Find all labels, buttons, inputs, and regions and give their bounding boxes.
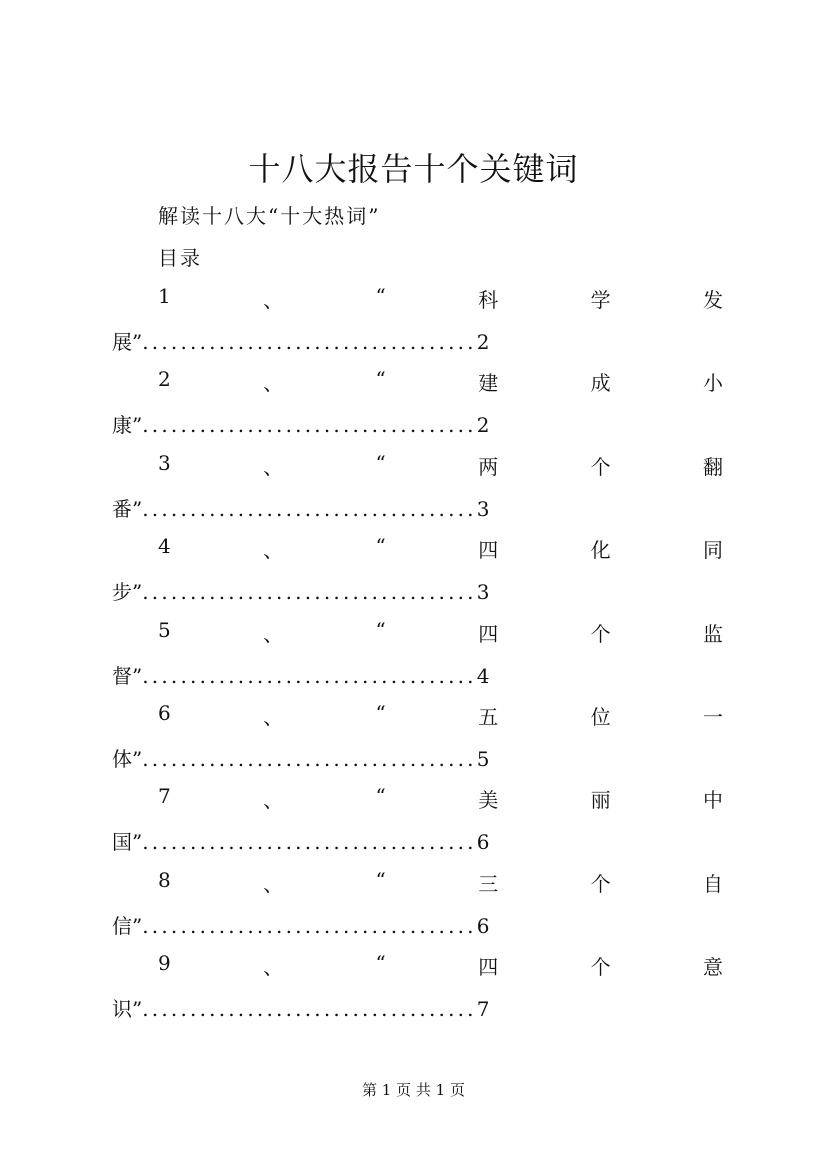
toc-entry-tail: 识” xyxy=(112,997,143,1022)
toc-entry-char: 位 xyxy=(590,705,611,729)
toc-leader-dots: ................................... xyxy=(142,830,477,855)
toc-entry-char: 成 xyxy=(590,371,611,396)
toc-entry-line2 xyxy=(112,660,489,689)
toc-entry-char: 、 xyxy=(263,371,284,396)
toc-entry-char: 1 xyxy=(158,284,171,308)
toc-entry-char: 中 xyxy=(703,788,723,813)
toc-leader-dots: ................................... xyxy=(142,330,477,354)
toc-entry-char: 6 xyxy=(158,701,171,725)
toc-entry-char: 丽 xyxy=(590,788,611,813)
toc-leader-dots: ................................... xyxy=(142,413,477,438)
page-title: 十八大报告十个关键词 xyxy=(248,150,579,188)
toc-entry-line1 xyxy=(158,701,723,730)
toc-entry-char: 个 xyxy=(590,871,611,896)
toc-entry-char: 、 xyxy=(263,621,284,646)
toc-entry-char: 4 xyxy=(158,534,171,559)
toc-entry-line1 xyxy=(158,367,723,396)
toc-entry-tail: 国” xyxy=(112,830,143,855)
toc-entry-char: “ xyxy=(375,784,386,809)
toc-entry-char: 9 xyxy=(158,951,171,976)
toc-entry-char: 3 xyxy=(158,450,171,475)
toc-entry-char: “ xyxy=(375,367,386,392)
toc-entry-tail: 信” xyxy=(112,913,143,938)
toc-entry-char: 个 xyxy=(590,621,611,646)
toc-entry-char: 三 xyxy=(478,871,499,896)
toc-leader-dots: ................................... xyxy=(142,580,477,605)
toc-entry-tail: 康” xyxy=(112,413,143,438)
toc-entry-char: 科 xyxy=(478,288,499,312)
toc-entry-char: 个 xyxy=(590,955,611,980)
toc-page-number: 3 xyxy=(476,580,490,605)
toc-entry-char: 同 xyxy=(703,538,723,563)
toc-entry-char: 5 xyxy=(158,617,171,642)
toc-entry-char: 8 xyxy=(158,867,171,892)
toc-entry-char: “ xyxy=(375,701,386,725)
toc-entry-char: 自 xyxy=(703,871,723,896)
toc-entry-line2 xyxy=(112,493,489,522)
toc-entry-line1 xyxy=(158,868,723,897)
toc-entry-char: 、 xyxy=(263,705,284,729)
toc-entry-char: “ xyxy=(375,284,386,308)
toc-entry-line1 xyxy=(158,534,723,563)
toc-entry-char: 2 xyxy=(158,367,171,392)
toc-entry-char: “ xyxy=(375,450,386,475)
toc-page-number: 7 xyxy=(476,997,490,1022)
toc-leader-dots: ................................... xyxy=(142,997,477,1022)
toc-entry-char: 小 xyxy=(703,371,723,396)
toc-page-number: 4 xyxy=(476,663,490,688)
toc-entry-line1 xyxy=(158,451,723,480)
toc-entry-char: 建 xyxy=(478,371,499,396)
toc-entry-char: 五 xyxy=(478,705,499,729)
toc-entry-line1 xyxy=(158,618,723,647)
toc-entry-line2 xyxy=(112,826,489,855)
toc-entry-tail: 番” xyxy=(112,496,143,521)
toc-entry-line2 xyxy=(112,409,489,438)
toc-entry-line2 xyxy=(112,576,489,605)
toc-entry-char: 一 xyxy=(703,705,723,729)
toc-entry-char: 四 xyxy=(478,621,499,646)
toc-entry-char: 发 xyxy=(703,288,723,312)
toc-page-number: 5 xyxy=(476,747,490,771)
toc-page-number: 6 xyxy=(476,830,490,855)
toc-entry-char: “ xyxy=(375,617,386,642)
toc-entry-char: “ xyxy=(375,534,386,559)
toc-page-number: 6 xyxy=(476,913,490,938)
toc-leader-dots: ................................... xyxy=(142,496,477,521)
toc-entry-char: 化 xyxy=(590,538,611,563)
subtitle: 解读十八大“十大热词” xyxy=(158,204,381,228)
toc-entry-char: 、 xyxy=(263,955,284,980)
toc-page-number: 2 xyxy=(476,413,490,438)
toc-page-number: 3 xyxy=(476,496,490,521)
toc-entry-line2 xyxy=(112,743,489,772)
toc-entry-line1 xyxy=(158,951,723,980)
toc-entry-char: “ xyxy=(375,867,386,892)
page-footer: 第 1 页 共 1 页 xyxy=(362,1081,465,1099)
toc-heading: 目录 xyxy=(158,246,202,270)
toc-entry-char: 学 xyxy=(590,288,611,312)
toc-entry-char: 、 xyxy=(263,788,284,813)
toc-entry-line2 xyxy=(112,910,489,939)
toc-entry-char: “ xyxy=(375,951,386,976)
toc-entry-char: 四 xyxy=(478,538,499,563)
toc-entry-line2 xyxy=(112,993,489,1022)
toc-entry-char: 、 xyxy=(263,454,284,479)
toc-entry-tail: 督” xyxy=(112,663,143,688)
toc-entry-line1 xyxy=(158,784,723,813)
toc-entry-char: 、 xyxy=(263,538,284,563)
toc-entry-char: 美 xyxy=(478,788,499,813)
toc-entry-char: 7 xyxy=(158,784,171,809)
toc-leader-dots: ................................... xyxy=(142,913,477,938)
toc-entry-line1 xyxy=(158,284,723,313)
toc-entry-line2 xyxy=(112,326,489,355)
toc-entry-char: 翻 xyxy=(703,454,723,479)
toc-entry-char: 、 xyxy=(263,288,284,312)
toc-entry-tail: 体” xyxy=(112,747,143,771)
toc-entry-char: 四 xyxy=(478,955,499,980)
toc-entry-char: 监 xyxy=(703,621,723,646)
toc-entry-char: 、 xyxy=(263,871,284,896)
toc-entry-char: 个 xyxy=(590,454,611,479)
toc-page-number: 2 xyxy=(476,330,490,354)
toc-entry-char: 意 xyxy=(703,955,723,980)
toc-leader-dots: ................................... xyxy=(142,747,477,771)
toc-entry-tail: 展” xyxy=(112,330,143,354)
toc-leader-dots: ................................... xyxy=(142,663,477,688)
toc-entry-tail: 步” xyxy=(112,580,143,605)
toc-entry-char: 两 xyxy=(478,454,499,479)
